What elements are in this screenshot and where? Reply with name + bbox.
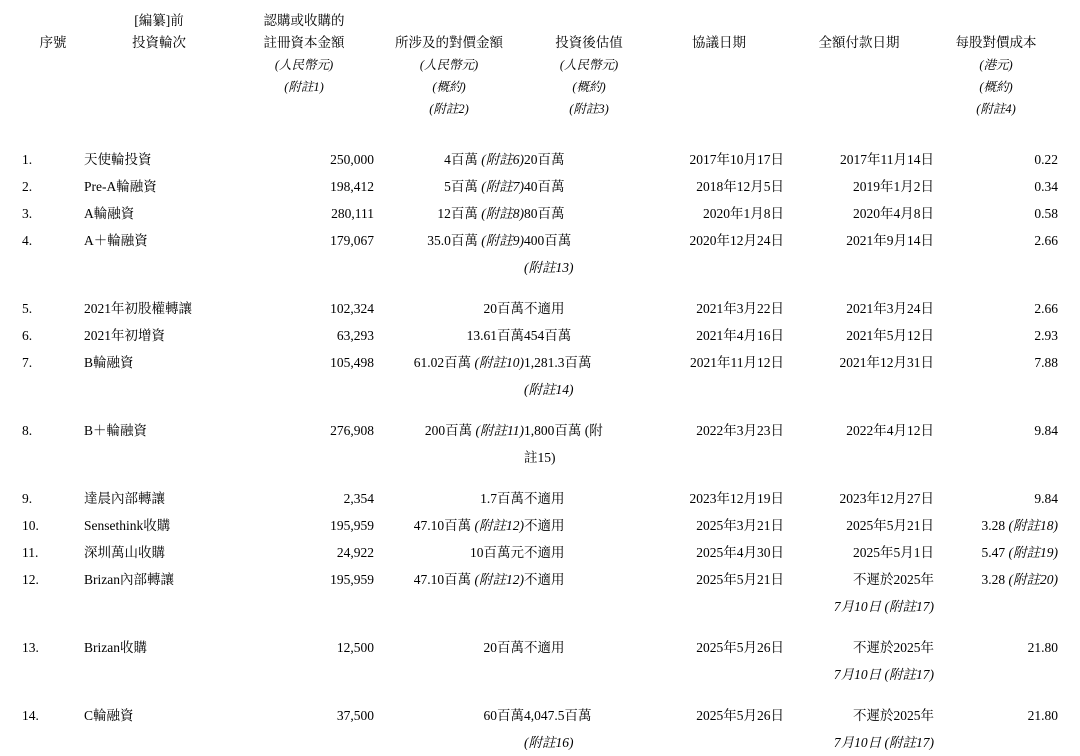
row-number: 8. (22, 423, 33, 438)
row-registered-capital: 24,922 (336, 545, 374, 560)
row-gap (22, 620, 1058, 634)
row-cost-per-share: 0.34 (1034, 179, 1058, 194)
cont-spacer (84, 661, 234, 688)
row-investment-round: B輪融資 (84, 355, 134, 370)
cont-spacer (374, 729, 524, 756)
row-consideration: 61.02百萬 (附註10) (413, 355, 524, 370)
row-cost-per-share: 2.93 (1034, 328, 1058, 343)
row-consideration: 47.10百萬 (附註12) (413, 518, 524, 533)
row-valuation-continued (524, 593, 654, 620)
table-body (22, 146, 1058, 756)
cont-spacer (374, 661, 524, 688)
cont-spacer (654, 376, 784, 403)
row-registered-capital: 102,324 (330, 301, 374, 316)
gap-cell (22, 471, 1058, 485)
cont-spacer (84, 444, 234, 471)
row-consideration: 1.7百萬 (480, 491, 524, 506)
cont-spacer (22, 376, 84, 403)
row-full-payment-date: 2025年5月1日 (853, 545, 934, 560)
cont-spacer (22, 729, 84, 756)
row-registered-capital: 276,908 (330, 423, 374, 438)
row-full-payment-date: 2021年12月31日 (839, 355, 934, 370)
table-row (22, 566, 1058, 593)
row-full-payment-date: 2022年4月12日 (846, 423, 934, 438)
row-valuation: 不適用 (524, 491, 565, 506)
row-valuation-continued: (附註14) (524, 382, 574, 397)
row-cost-per-share: 0.22 (1034, 152, 1058, 167)
row-number: 3. (22, 206, 33, 221)
row-cost-per-share: 2.66 (1034, 301, 1058, 316)
cont-spacer (934, 729, 1058, 756)
row-valuation: 不適用 (524, 518, 565, 533)
row-valuation: 40百萬 (524, 179, 565, 194)
cont-spacer (22, 444, 84, 471)
row-consideration: 60百萬 (483, 708, 524, 723)
row-registered-capital: 195,959 (330, 518, 374, 533)
row-investment-round: 達晨內部轉讓 (84, 491, 165, 506)
row-consideration: 12百萬 (附註8) (437, 206, 524, 221)
row-consideration: 47.10百萬 (附註12) (413, 572, 524, 587)
cont-spacer (374, 376, 524, 403)
row-consideration: 20百萬 (483, 301, 524, 316)
cont-spacer (84, 729, 234, 756)
cont-spacer (234, 254, 374, 281)
row-valuation: 4,047.5百萬 (524, 708, 592, 723)
cont-spacer (374, 254, 524, 281)
cont-spacer (22, 661, 84, 688)
row-agreement-date: 2020年1月8日 (703, 206, 784, 221)
cost-note: (附註19) (1008, 545, 1058, 560)
row-valuation: 不適用 (524, 301, 565, 316)
table-row (22, 485, 1058, 512)
row-number: 12. (22, 572, 39, 587)
consideration-note: (附註10) (474, 355, 524, 370)
consideration-note: (附註9) (481, 233, 524, 248)
cont-spacer (234, 376, 374, 403)
cont-spacer (934, 254, 1058, 281)
row-agreement-date: 2021年4月16日 (696, 328, 784, 343)
gap-cell (22, 620, 1058, 634)
table-row (22, 200, 1058, 227)
row-agreement-date: 2025年5月26日 (696, 708, 784, 723)
row-full-payment-date-continued (784, 254, 934, 281)
row-cost-per-share: 21.80 (1027, 708, 1058, 723)
row-consideration: 13.61百萬 (466, 328, 524, 343)
row-agreement-date: 2021年3月22日 (696, 301, 784, 316)
row-valuation: 20百萬 (524, 152, 565, 167)
cont-spacer (234, 593, 374, 620)
consideration-note: (附註12) (474, 518, 524, 533)
row-agreement-date: 2025年3月21日 (696, 518, 784, 533)
table-row (22, 539, 1058, 566)
row-gap (22, 471, 1058, 485)
row-full-payment-date: 2019年1月2日 (853, 179, 934, 194)
row-full-payment-date: 2023年12月27日 (839, 491, 934, 506)
row-consideration: 35.0百萬 (附註9) (427, 233, 524, 248)
row-valuation: 400百萬 (524, 233, 572, 248)
row-registered-capital: 105,498 (330, 355, 374, 370)
row-number: 11. (22, 545, 39, 560)
table-row (22, 634, 1058, 661)
table-row (22, 146, 1058, 173)
table-row-continuation (22, 593, 1058, 620)
table-row (22, 417, 1058, 444)
row-number: 5. (22, 301, 33, 316)
table-row-continuation (22, 729, 1058, 756)
cont-spacer (654, 444, 784, 471)
cont-spacer (84, 593, 234, 620)
row-investment-round: Brizan收購 (84, 640, 147, 655)
row-gap (22, 688, 1058, 702)
row-registered-capital: 280,111 (331, 206, 374, 221)
row-cost-per-share: 5.47 (附註19) (981, 545, 1058, 560)
cont-spacer (84, 376, 234, 403)
header-registered-capital: 認購或收購的 註冊資本金額 (人民幣元) (附註1) (263, 13, 345, 94)
gap-cell (22, 403, 1058, 417)
row-cost-per-share: 0.58 (1034, 206, 1058, 221)
row-investment-round: 深圳萬山收購 (84, 545, 165, 560)
row-cost-per-share: 3.28 (附註18) (981, 518, 1058, 533)
cont-spacer (374, 593, 524, 620)
row-registered-capital: 12,500 (336, 640, 374, 655)
row-registered-capital: 2,354 (343, 491, 374, 506)
table-row (22, 173, 1058, 200)
consideration-note: (附註11) (475, 423, 524, 438)
table-row (22, 295, 1058, 322)
row-full-payment-date-continued (784, 376, 934, 403)
row-full-payment-date-continued: 7月10日 (附註17) (833, 667, 934, 682)
row-cost-per-share: 7.88 (1034, 355, 1058, 370)
row-consideration: 10百萬元 (470, 545, 524, 560)
row-registered-capital: 250,000 (330, 152, 374, 167)
table-row (22, 227, 1058, 254)
consideration-note: (附註12) (474, 572, 524, 587)
row-valuation: 不適用 (524, 545, 565, 560)
row-full-payment-date-continued (784, 444, 934, 471)
cost-note: (附註18) (1008, 518, 1058, 533)
row-number: 14. (22, 708, 39, 723)
table-row-continuation (22, 254, 1058, 281)
header-spacer (22, 120, 1058, 146)
row-investment-round: 天使輪投資 (84, 152, 152, 167)
cont-spacer (654, 593, 784, 620)
row-number: 6. (22, 328, 33, 343)
row-valuation-continued (524, 661, 654, 688)
header-consideration: 所涉及的對價金額 (人民幣元) (概約) (附註2) (395, 35, 503, 116)
consideration-note: (附註6) (481, 152, 524, 167)
cont-spacer (22, 593, 84, 620)
header-valuation: 投資後估值 (人民幣元) (概約) (附註3) (555, 35, 623, 116)
row-agreement-date: 2020年12月24日 (689, 233, 784, 248)
row-agreement-date: 2017年10月17日 (689, 152, 784, 167)
row-valuation: 1,800百萬 (附 (524, 423, 603, 438)
row-gap (22, 281, 1058, 295)
row-full-payment-date: 2020年4月8日 (853, 206, 934, 221)
header-cost-per-share: 每股對價成本 (港元) (概約) (附註4) (955, 35, 1037, 116)
gap-cell (22, 281, 1058, 295)
table-row (22, 702, 1058, 729)
row-investment-round: Sensethink收購 (84, 518, 171, 533)
cont-spacer (654, 661, 784, 688)
row-consideration: 5百萬 (附註7) (444, 179, 524, 194)
cont-spacer (654, 729, 784, 756)
row-number: 4. (22, 233, 33, 248)
row-cost-per-share: 2.66 (1034, 233, 1058, 248)
table-row (22, 349, 1058, 376)
cont-spacer (84, 254, 234, 281)
row-full-payment-date-continued: 7月10日 (附註17) (833, 735, 934, 750)
cont-spacer (234, 661, 374, 688)
header-row (22, 10, 1058, 120)
row-agreement-date: 2025年4月30日 (696, 545, 784, 560)
row-agreement-date: 2025年5月26日 (696, 640, 784, 655)
cont-spacer (934, 593, 1058, 620)
row-cost-per-share: 3.28 (附註20) (981, 572, 1058, 587)
row-investment-round: C輪融資 (84, 708, 134, 723)
row-investment-round: Brizan內部轉讓 (84, 572, 174, 587)
cont-spacer (234, 444, 374, 471)
row-investment-round: 2021年初股權轉讓 (84, 301, 192, 316)
row-number: 9. (22, 491, 33, 506)
table-header (22, 10, 1058, 146)
row-full-payment-date: 2025年5月21日 (846, 518, 934, 533)
row-number: 10. (22, 518, 39, 533)
gap-cell (22, 688, 1058, 702)
row-investment-round: 2021年初增資 (84, 328, 165, 343)
row-agreement-date: 2025年5月21日 (696, 572, 784, 587)
row-valuation: 454百萬 (524, 328, 572, 343)
row-consideration: 20百萬 (483, 640, 524, 655)
cont-spacer (234, 729, 374, 756)
cont-spacer (934, 444, 1058, 471)
row-investment-round: A輪融資 (84, 206, 135, 221)
row-full-payment-date: 2021年9月14日 (846, 233, 934, 248)
row-valuation: 1,281.3百萬 (524, 355, 592, 370)
row-full-payment-date: 不遲於2025年 (853, 708, 934, 723)
cont-spacer (654, 254, 784, 281)
row-investment-round: A＋輪融資 (84, 233, 148, 248)
row-valuation: 不適用 (524, 640, 565, 655)
row-registered-capital: 195,959 (330, 572, 374, 587)
header-no: 序號 (39, 35, 67, 50)
row-full-payment-date: 2021年5月12日 (846, 328, 934, 343)
row-full-payment-date: 2021年3月24日 (846, 301, 934, 316)
row-full-payment-date: 不遲於2025年 (853, 572, 934, 587)
row-number: 7. (22, 355, 33, 370)
row-consideration: 4百萬 (附註6) (444, 152, 524, 167)
consideration-note: (附註7) (481, 179, 524, 194)
row-registered-capital: 198,412 (330, 179, 374, 194)
table-row-continuation (22, 376, 1058, 403)
row-investment-round: B＋輪融資 (84, 423, 148, 438)
header-full-payment-date: 全額付款日期 (818, 35, 900, 50)
consideration-note: (附註8) (481, 206, 524, 221)
row-agreement-date: 2022年3月23日 (696, 423, 784, 438)
row-valuation: 不適用 (524, 572, 565, 587)
row-full-payment-date: 不遲於2025年 (853, 640, 934, 655)
header-agreement-date: 協議日期 (692, 35, 746, 50)
row-valuation: 80百萬 (524, 206, 565, 221)
cont-spacer (374, 444, 524, 471)
row-number: 1. (22, 152, 33, 167)
row-cost-per-share: 9.84 (1034, 423, 1058, 438)
row-full-payment-date: 2017年11月14日 (840, 152, 934, 167)
row-investment-round: Pre-A輪融資 (84, 179, 157, 194)
row-consideration: 200百萬 (附註11) (424, 423, 524, 438)
table-row-continuation (22, 661, 1058, 688)
row-valuation-continued: (附註16) (524, 735, 574, 750)
row-number: 13. (22, 640, 39, 655)
row-number: 2. (22, 179, 33, 194)
row-valuation-continued: 註15) (524, 450, 556, 465)
row-registered-capital: 63,293 (336, 328, 374, 343)
row-valuation-continued: (附註13) (524, 260, 574, 275)
row-registered-capital: 37,500 (336, 708, 374, 723)
table-row (22, 512, 1058, 539)
row-agreement-date: 2023年12月19日 (689, 491, 784, 506)
row-cost-per-share: 21.80 (1027, 640, 1058, 655)
cost-note: (附註20) (1008, 572, 1058, 587)
row-agreement-date: 2018年12月5日 (696, 179, 784, 194)
row-registered-capital: 179,067 (330, 233, 374, 248)
row-gap (22, 403, 1058, 417)
cont-spacer (934, 376, 1058, 403)
spacer-cell (22, 120, 1058, 146)
row-full-payment-date-continued: 7月10日 (附註17) (833, 599, 934, 614)
investment-rounds-table (22, 10, 1058, 756)
row-agreement-date: 2021年11月12日 (690, 355, 784, 370)
table-row-continuation (22, 444, 1058, 471)
cont-spacer (934, 661, 1058, 688)
row-cost-per-share: 9.84 (1034, 491, 1058, 506)
header-round: [編纂]前 投資輪次 (132, 13, 186, 50)
cont-spacer (22, 254, 84, 281)
table-row (22, 322, 1058, 349)
